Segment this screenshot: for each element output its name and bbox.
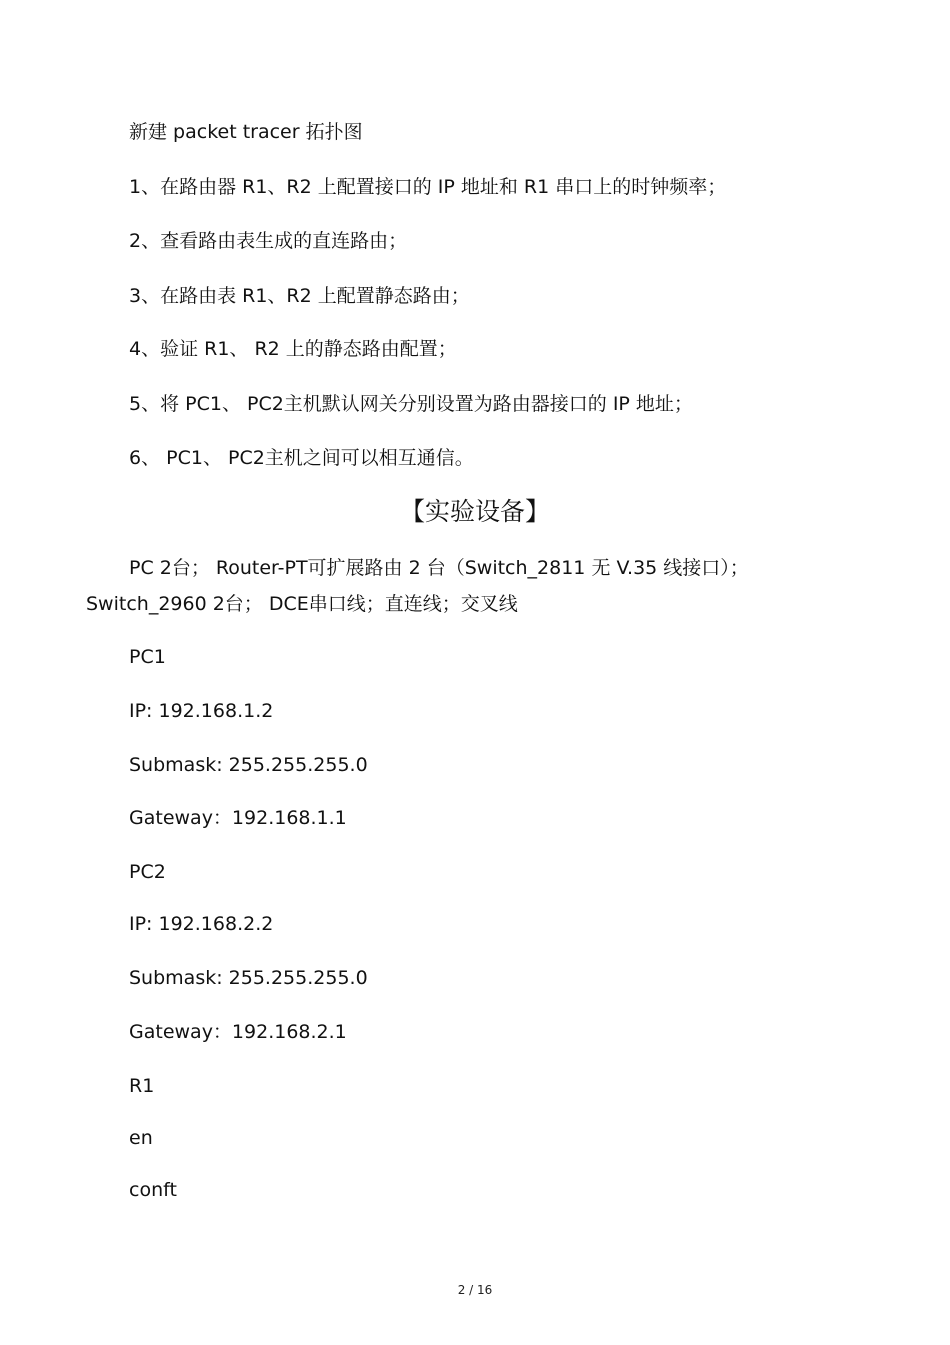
step-4: 4、验证 R1、 R2 上的静态路由配置；: [129, 338, 457, 360]
pc1-submask: Submask: 255.255.255.0: [129, 754, 368, 776]
intro-line: 新建 packet tracer 拓扑图: [129, 121, 363, 143]
pc1-title: PC1: [129, 646, 166, 668]
step-3: 3、在路由表 R1、R2 上配置静态路由；: [129, 285, 470, 307]
page-number: 2 / 16: [457, 1283, 493, 1297]
r1-command-conft: conft: [129, 1179, 177, 1201]
section-heading: 【实验设备】: [399, 497, 550, 526]
step-1: 1、在路由器 R1、R2 上配置接口的 IP 地址和 R1 串口上的时钟频率；: [129, 176, 727, 198]
step-2: 2、查看路由表生成的直连路由；: [129, 230, 408, 252]
pc2-ip: IP: 192.168.2.2: [129, 913, 274, 935]
pc1-ip: IP: 192.168.1.2: [129, 700, 274, 722]
equipment-line-1: PC 2台； Router-PT可扩展路由 2 台（Switch_2811 无 V.35 线接口）；: [129, 557, 749, 579]
pc2-submask: Submask: 255.255.255.0: [129, 967, 368, 989]
r1-command-en: en: [129, 1127, 153, 1149]
step-6: 6、 PC1、 PC2主机之间可以相互通信。: [129, 447, 474, 469]
pc2-title: PC2: [129, 861, 166, 883]
step-5: 5、将 PC1、 PC2主机默认网关分别设置为路由器接口的 IP 地址；: [129, 393, 693, 415]
r1-title: R1: [129, 1075, 155, 1097]
pc1-gateway: Gateway：192.168.1.1: [129, 807, 347, 829]
pc2-gateway: Gateway：192.168.2.1: [129, 1021, 347, 1043]
equipment-line-2: Switch_2960 2台； DCE串口线；直连线；交叉线: [86, 593, 518, 615]
